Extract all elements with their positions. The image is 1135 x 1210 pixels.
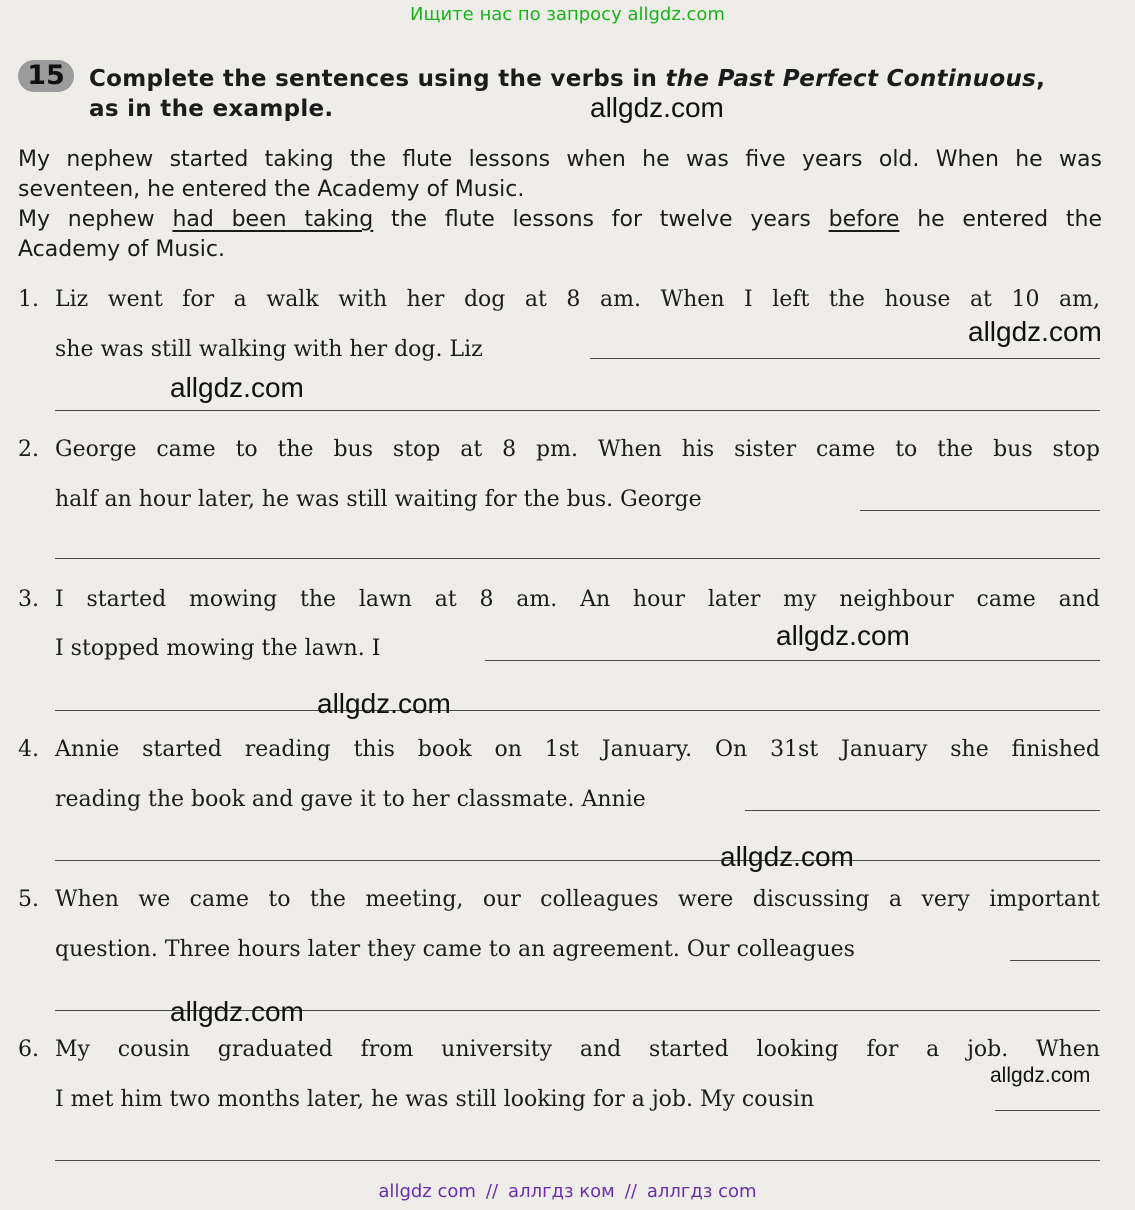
watermark: allgdz.com: [990, 1064, 1091, 1087]
answer-line[interactable]: [485, 660, 1100, 661]
watermark: allgdz.com: [590, 92, 724, 123]
item-4-line-1: Annie started reading this book on 1st January. On 31st January she finished: [55, 737, 1100, 762]
item-5-line-1: When we came to the meeting, our colleagues were discussing a very important: [55, 887, 1100, 912]
bottom-banner[interactable]: [0, 1181, 1135, 1202]
top-banner[interactable]: Ищите нас по запросу allgdz.com: [410, 4, 725, 25]
item-number: 4.: [18, 737, 39, 762]
watermark: allgdz.com: [170, 996, 304, 1027]
item-number: 6.: [18, 1037, 39, 1062]
answer-line[interactable]: [745, 810, 1100, 811]
item-6-line-2: I met him two months later, he was still looking for a job. My cousin: [55, 1087, 815, 1112]
item-6-line-1: My cousin graduated from university and started looking for a job. When: [55, 1037, 1100, 1062]
example-text: he entered the: [899, 207, 1102, 232]
answer-line[interactable]: [590, 358, 1100, 359]
watermark: allgdz.com: [317, 688, 451, 719]
watermark: allgdz.com: [776, 620, 910, 651]
item-number: 3.: [18, 587, 39, 612]
example-underlined-before: before: [828, 207, 900, 232]
example-underlined-verb: had been taking: [172, 207, 374, 232]
bottom-banner-separator: //: [485, 1181, 499, 1202]
exercise-number-badge: 15: [18, 60, 74, 92]
heading-comma: ,: [1036, 66, 1046, 92]
item-number: 5.: [18, 887, 39, 912]
watermark: allgdz.com: [720, 841, 854, 872]
item-3-line-2: I stopped mowing the lawn. I: [55, 636, 381, 661]
example-line-3: [18, 207, 1102, 232]
answer-line[interactable]: [995, 1110, 1100, 1111]
example-text: My nephew: [18, 207, 173, 232]
item-number: 2.: [18, 437, 39, 462]
item-number: 1.: [18, 287, 39, 312]
answer-line[interactable]: [55, 1160, 1100, 1161]
heading-text-line2: as in the example.: [89, 96, 334, 122]
example-line-4: Academy of Music.: [18, 237, 225, 262]
example-line-2: seventeen, he entered the Academy of Music.: [18, 177, 525, 202]
answer-line[interactable]: [860, 510, 1100, 511]
item-1-line-1: Liz went for a walk with her dog at 8 am. When I left the house at 10 am,: [55, 287, 1100, 312]
bottom-banner-link[interactable]: аллгдз ком: [508, 1181, 615, 1202]
bottom-banner-link[interactable]: allgdz com: [378, 1181, 476, 1202]
heading-tense: the Past Perfect Continuous: [665, 66, 1037, 92]
bottom-banner-link[interactable]: аллгдз com: [646, 1181, 757, 1202]
answer-line[interactable]: [55, 558, 1100, 559]
item-1-line-2: she was still walking with her dog. Liz: [55, 337, 483, 362]
item-4-line-2: reading the book and gave it to her classmate. Annie: [55, 787, 646, 812]
watermark: allgdz.com: [968, 316, 1102, 347]
bottom-banner-separator: //: [624, 1181, 637, 1202]
answer-line[interactable]: [55, 860, 1100, 861]
answer-line[interactable]: [1010, 960, 1100, 961]
item-2-line-2: half an hour later, he was still waiting for the bus. George: [55, 487, 702, 512]
example-text: the flute lessons for twelve years: [373, 207, 829, 232]
item-3-line-1: I started mowing the lawn at 8 am. An hour later my neighbour came and: [55, 587, 1100, 612]
item-2-line-1: George came to the bus stop at 8 pm. When his sister came to the bus stop: [55, 437, 1100, 462]
watermark: allgdz.com: [170, 372, 304, 403]
example-line-1: My nephew started taking the flute lessons when he was five years old. When he was: [18, 147, 1102, 172]
item-5-line-2: question. Three hours later they came to an agreement. Our colleagues: [55, 937, 855, 962]
answer-line[interactable]: [55, 410, 1100, 411]
heading-text: Complete the sentences using the verbs in: [89, 66, 666, 92]
answer-line[interactable]: [55, 710, 1100, 711]
